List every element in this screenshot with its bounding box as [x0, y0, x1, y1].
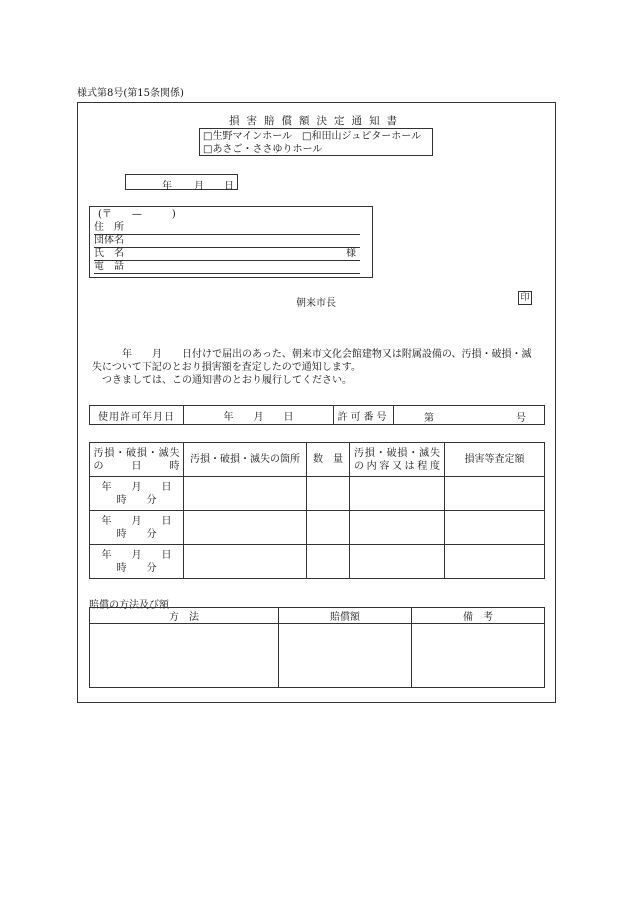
- content-cell[interactable]: [350, 511, 445, 545]
- method-cell[interactable]: [90, 624, 279, 688]
- permit-date-field[interactable]: 年 月 日: [184, 406, 334, 425]
- content-cell[interactable]: [350, 477, 445, 511]
- amount-cell[interactable]: [445, 511, 545, 545]
- datetime-cell[interactable]: 年 月 日 時 分: [90, 511, 184, 545]
- mayor-label: 朝来市長: [296, 298, 336, 309]
- document-title: 損害賠償額決定通知書: [229, 115, 404, 127]
- quantity-cell[interactable]: [307, 545, 350, 579]
- header-amount: 損害等査定額: [445, 443, 545, 477]
- permit-table: [89, 405, 545, 425]
- date-year-label: 年: [162, 181, 172, 192]
- compensation-label: 賠償の方法及び額: [89, 600, 169, 611]
- table-row: [90, 477, 545, 511]
- date-day-label: 日: [224, 181, 234, 192]
- amount-cell[interactable]: [445, 477, 545, 511]
- header-datetime: 汚損・破損・滅失 の 日 時: [90, 443, 184, 477]
- permit-number-label: 許可番号: [334, 406, 394, 425]
- location-cell[interactable]: [184, 545, 307, 579]
- compensation-header-row: [90, 608, 545, 624]
- notice-date-box[interactable]: [125, 174, 238, 190]
- remarks-cell[interactable]: [412, 624, 545, 688]
- compensation-table: [89, 607, 545, 688]
- date-month-label: 月: [194, 181, 204, 192]
- header-compensation-amount: 賠償額: [279, 608, 412, 624]
- datetime-cell[interactable]: 年 月 日 時 分: [90, 477, 184, 511]
- location-cell[interactable]: [184, 511, 307, 545]
- group-name-field[interactable]: 団体名: [94, 235, 360, 248]
- seal-mark: 印: [518, 291, 532, 305]
- damage-table: [89, 442, 545, 579]
- quantity-cell[interactable]: [307, 477, 350, 511]
- datetime-cell[interactable]: 年 月 日 時 分: [90, 545, 184, 579]
- table-row: [90, 624, 545, 688]
- table-row: [90, 545, 545, 579]
- permit-number-field[interactable]: 第 号: [394, 406, 545, 425]
- amount-cell[interactable]: [445, 545, 545, 579]
- permit-date-label: 使用許可年月日: [90, 406, 184, 425]
- compensation-amount-cell[interactable]: [279, 624, 412, 688]
- damage-header-row: [90, 443, 545, 477]
- form-number: 様式第8号(第15条関係): [77, 88, 184, 99]
- location-cell[interactable]: [184, 477, 307, 511]
- body-line-1: 年 月 日付けで届出のあった、朝来市文化会館建物又は附属設備の、汚損・破損・滅: [92, 349, 532, 360]
- postal-code-field[interactable]: (〒 — ): [98, 209, 176, 220]
- header-remarks: 備 考: [412, 608, 545, 624]
- header-location: 汚損・破損・滅失の箇所: [184, 443, 307, 477]
- venue-selection-box: [199, 128, 433, 156]
- phone-field[interactable]: 電 話: [94, 261, 360, 274]
- body-line-3: つきましては、この通知書のとおり履行してください。: [92, 375, 352, 386]
- content-cell[interactable]: [350, 545, 445, 579]
- venue-options-line-2[interactable]: □あさご・ささゆりホール: [203, 144, 323, 155]
- address-field[interactable]: 住 所: [94, 222, 360, 235]
- table-row: [90, 511, 545, 545]
- header-content: 汚損・破損・滅失 の内容又は程度: [350, 443, 445, 477]
- notice-body: [92, 348, 552, 387]
- venue-options-line-1[interactable]: □生野マインホール □和田山ジュピターホール: [203, 131, 422, 142]
- header-quantity: 数 量: [307, 443, 350, 477]
- name-field[interactable]: 氏 名 様: [94, 248, 360, 261]
- quantity-cell[interactable]: [307, 511, 350, 545]
- body-line-2: 失について下記のとおり損害額を査定したので通知します。: [92, 362, 361, 373]
- header-method: 方 法: [90, 608, 279, 624]
- recipient-address-box: [89, 206, 373, 278]
- honorific: 様: [346, 248, 356, 259]
